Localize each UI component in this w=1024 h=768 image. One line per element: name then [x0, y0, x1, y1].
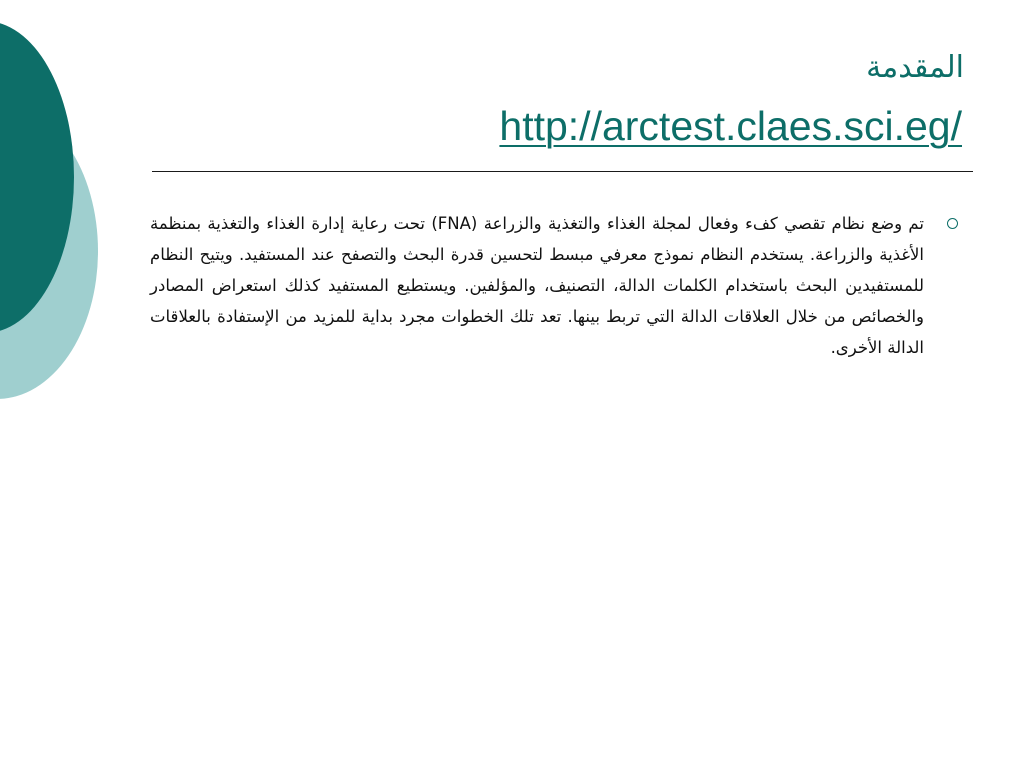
hollow-circle-bullet-icon [947, 218, 958, 229]
title-divider [152, 171, 973, 172]
body-bullet-list [150, 208, 960, 363]
title-link[interactable]: http://arctest.claes.sci.eg/ [499, 103, 962, 149]
bullet-item [150, 208, 960, 363]
slide-title: المقدمة [866, 50, 964, 85]
bullet-text: تم وضع نظام تقصي كفء وفعال لمجلة الغذاء والتغذية والزراعة (FNA) تحت رعاية إدارة الغذاء والتغذية بمنظمة الأغذية والزراعة. يستخدم النظام نموذج معرفي مبسط لتحسين قدرة البحث والتصفح عند المستفيد. ويتيح النظام للمستفيدين البحث باستخدام الكلمات الدالة، التصنيف، والمؤلفين. ويستطيع المستفيد كذلك استعراض المصادر والخصائص من خلال العلاقات الدالة التي تربط بينها. تعد تلك الخطوات مجرد بداية للمزيد من الإستفادة بالعلاقات الدالة الأخرى. [150, 214, 924, 357]
